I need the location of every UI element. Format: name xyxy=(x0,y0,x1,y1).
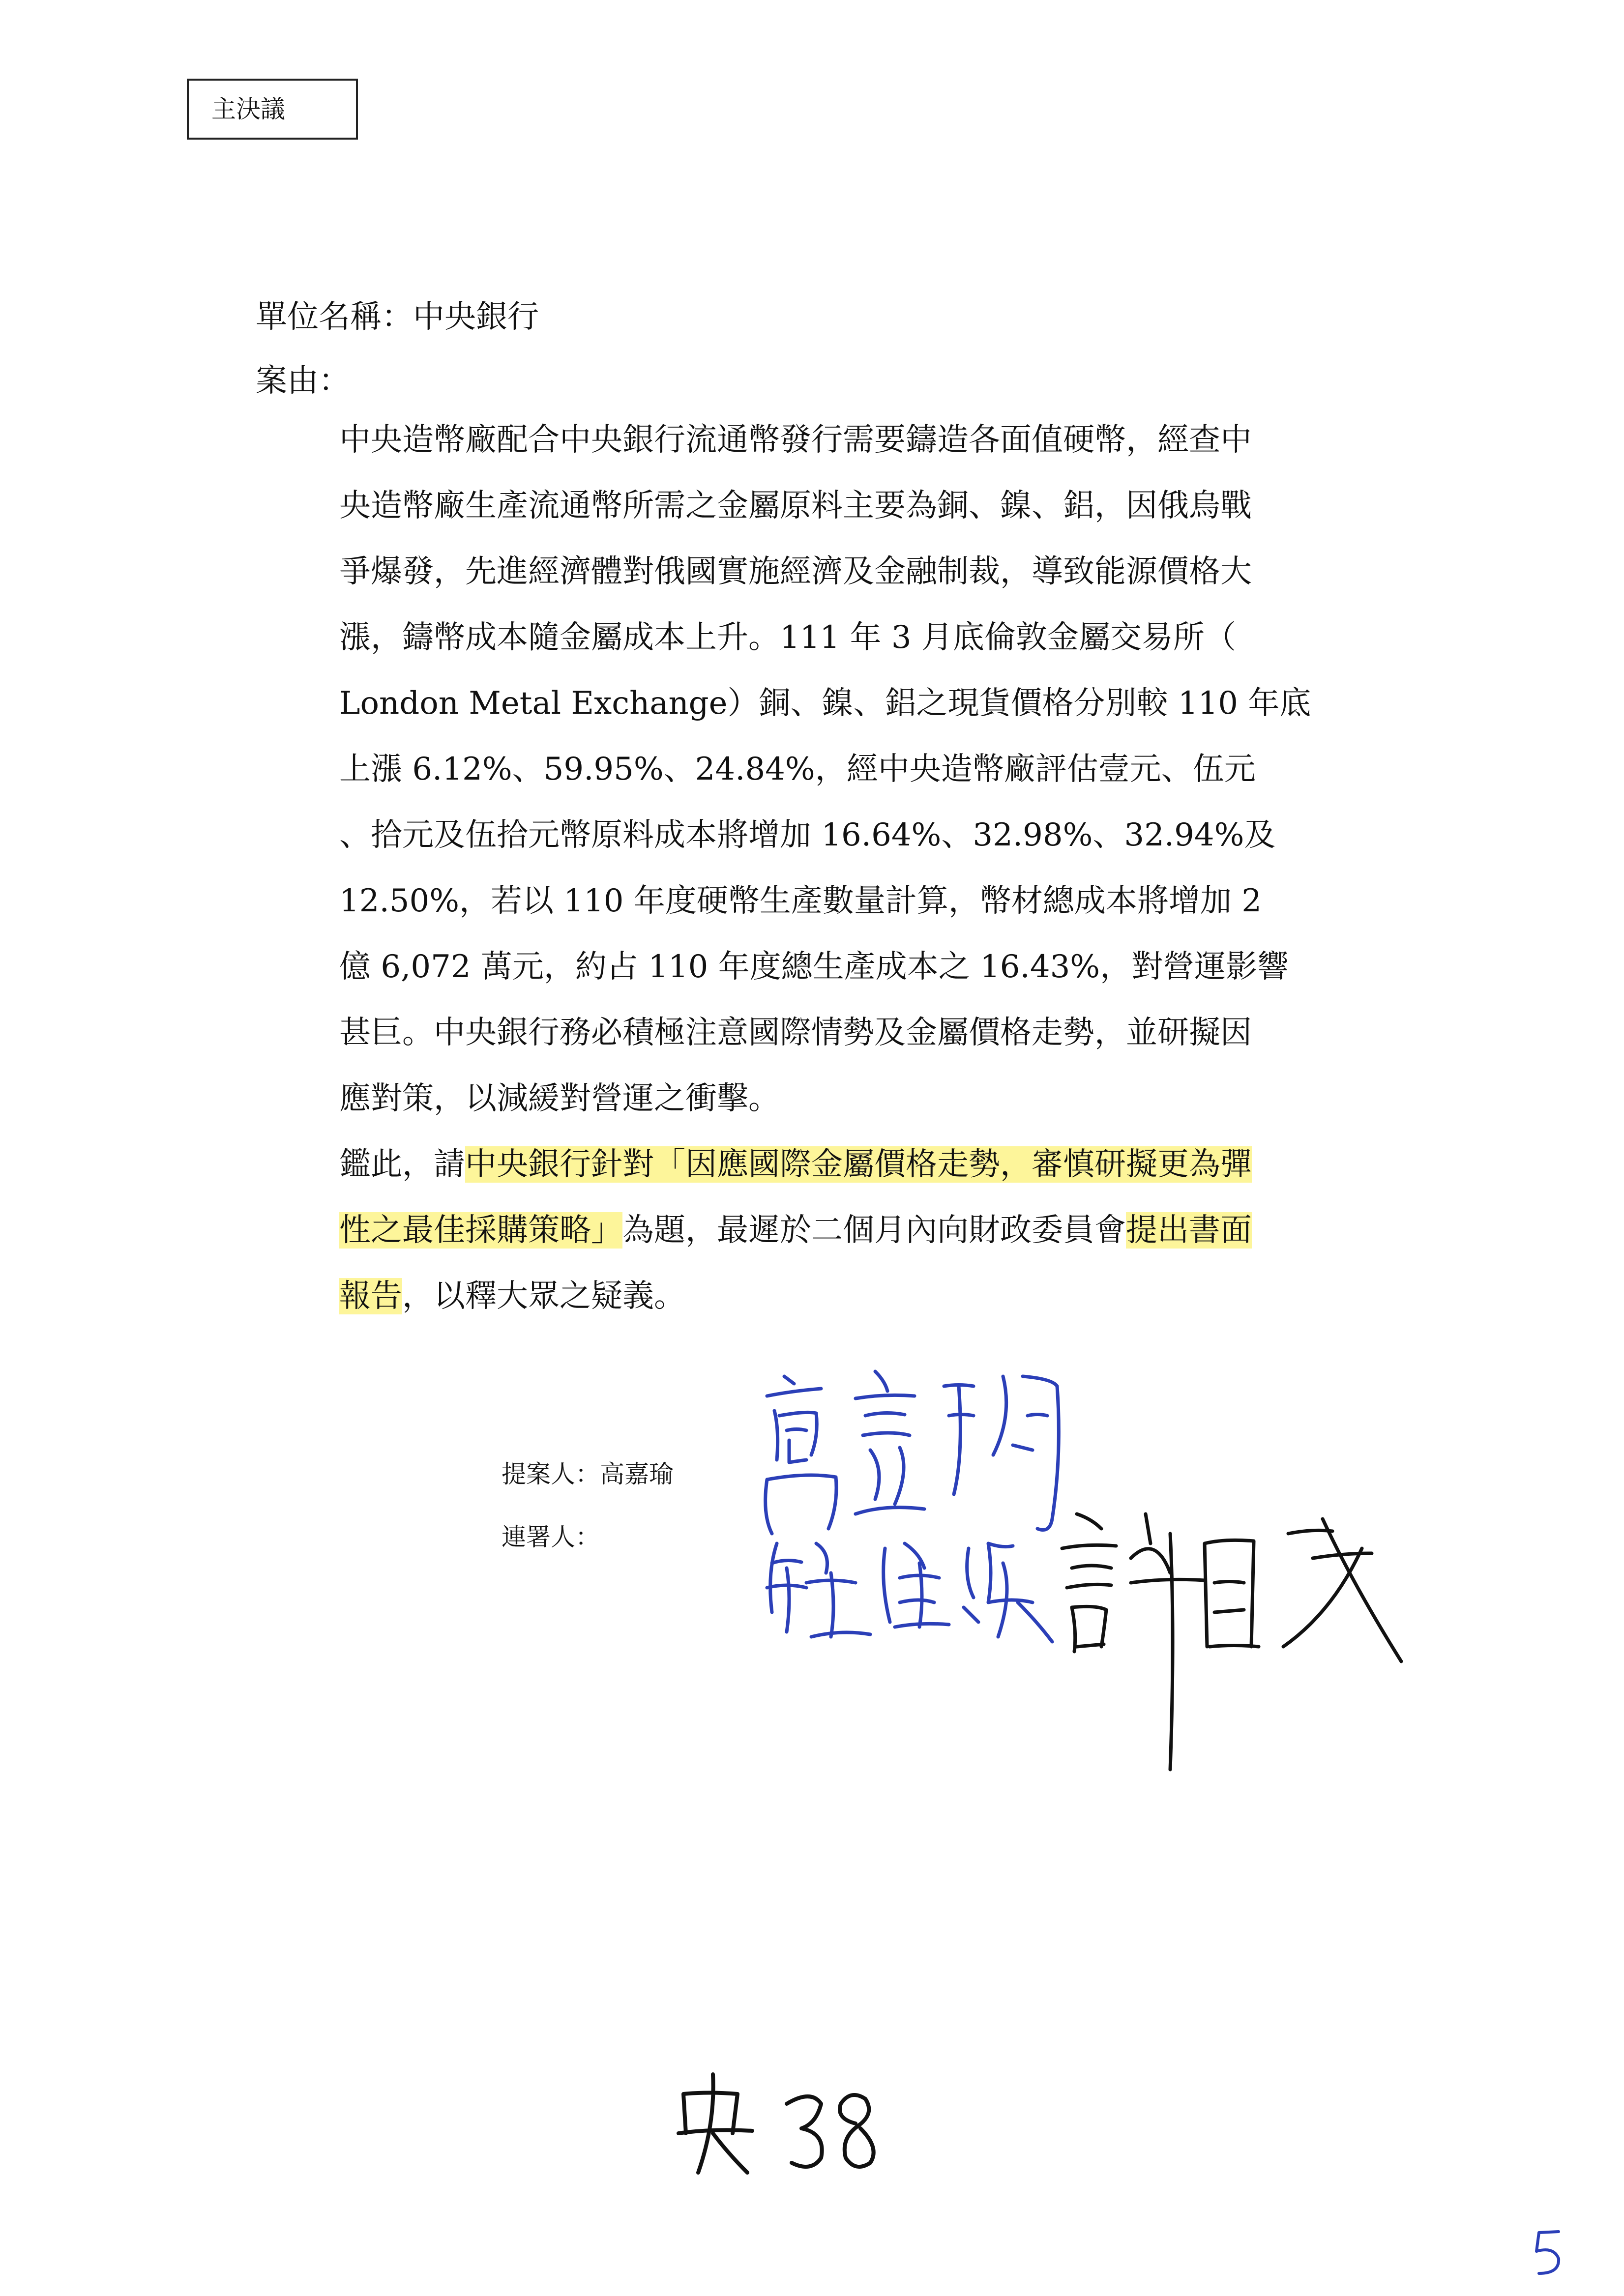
highlighted-text: 中央銀行針對「因應國際金屬價格走勢，審慎研擬更為彈 xyxy=(465,1146,1252,1183)
signature-strokes xyxy=(1062,1514,1401,1770)
paragraph-line: 甚巨。中央銀行務必積極注意國際情勢及金屬價格走勢，並研擬因 xyxy=(339,1015,1252,1051)
highlighted-text: 性之最佳採購策略」 xyxy=(339,1212,622,1249)
paragraph-line: 央造幣廠生產流通幣所需之金屬原料主要為銅、鎳、鋁，因俄烏戰 xyxy=(339,488,1252,524)
proposer-line: 提案人：高嘉瑜 xyxy=(502,1460,674,1488)
resolution-text: ，以釋大眾之疑義。 xyxy=(402,1278,685,1314)
paragraph-background xyxy=(339,407,1441,1132)
signature-strokes xyxy=(767,1543,1052,1642)
signature-strokes xyxy=(766,1371,1059,1534)
handwritten-note xyxy=(669,2064,895,2187)
resolution-paragraph xyxy=(339,1132,1441,1329)
highlighted-text: 報告 xyxy=(339,1278,402,1314)
paragraph-line: 應對策，以減緩對營運之衝擊。 xyxy=(339,1080,780,1117)
signature-proposer xyxy=(738,1357,1092,1543)
paragraph-line: 中央造幣廠配合中央銀行流通幣發行需要鑄造各面值硬幣，經查中 xyxy=(339,422,1252,458)
paragraph-line: 上漲 6.12%、59.95%、24.84%，經中央造幣廠評估壹元、伍元 xyxy=(339,751,1256,787)
unit-name: 單位名稱：中央銀行 xyxy=(256,299,539,335)
paragraph-line: 億 6,072 萬元，約占 110 年度總生產成本之 16.43%，對營運影響 xyxy=(339,949,1289,985)
signature-cosigner-2 xyxy=(1057,1484,1431,1779)
resolution-text: 為題，最遲於二個月內向財政委員會 xyxy=(622,1212,1126,1249)
signature-block xyxy=(502,1443,674,1569)
paragraph-line: 、拾元及伍拾元幣原料成本將增加 16.64%、32.98%、32.94%及 xyxy=(339,817,1276,853)
highlighted-text: 提出書面 xyxy=(1126,1212,1252,1249)
note-strokes xyxy=(679,2074,874,2173)
page-mark xyxy=(1529,2227,1568,2281)
paragraph-line: 漲，鑄幣成本隨金屬成本上升。111 年 3 月底倫敦金屬交易所（ xyxy=(339,619,1236,656)
paragraph-line: 12.50%，若以 110 年度硬幣生產數量計算，幣材總成本將增加 2 xyxy=(339,883,1262,919)
resolution-text: 鑑此，請 xyxy=(339,1146,465,1183)
document-type-box: 主決議 xyxy=(187,79,358,140)
paragraph-line: London Metal Exchange）銅、鎳、鋁之現貨價格分別較 110 年底 xyxy=(339,685,1311,722)
page-mark-strokes xyxy=(1536,2232,1559,2273)
signature-cosigner-1 xyxy=(757,1524,1072,1652)
cosigner-label: 連署人： xyxy=(502,1523,600,1551)
paragraph-line: 爭爆發，先進經濟體對俄國實施經濟及金融制裁，導致能源價格大 xyxy=(339,553,1252,590)
reason-label: 案由： xyxy=(256,363,350,399)
case-description xyxy=(339,407,1441,1132)
